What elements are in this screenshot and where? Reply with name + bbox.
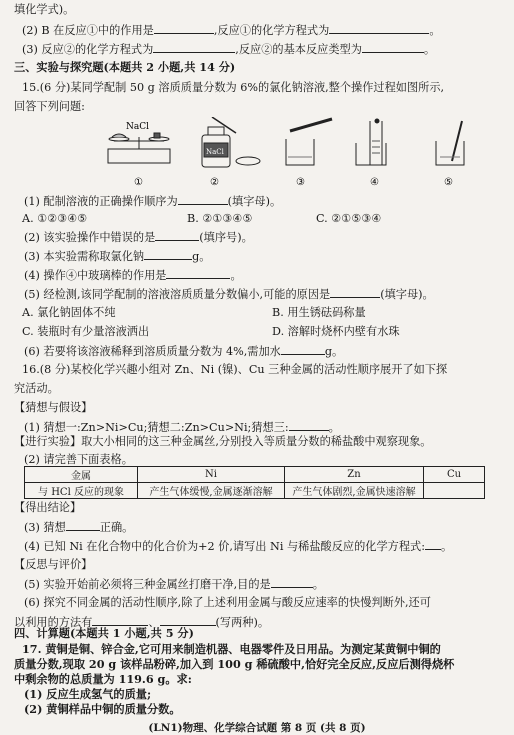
q15-part-6: (6) 若要将该溶液稀释到溶质质量分数为 4%,需加水 g。 — [24, 345, 344, 358]
answer-blank — [362, 41, 424, 53]
q15-part-3: (3) 本实验需称取氯化钠 g。 — [24, 250, 211, 263]
q15-5-option-a: A. 氯化钠固体不纯 — [22, 306, 116, 319]
stirring-beaker-drawing — [436, 121, 464, 165]
q16-stem-2: 究活动。 — [14, 382, 59, 395]
q15-5-option-b: B. 用生锈砝码称量 — [272, 306, 366, 319]
q15-stem-2: 回答下列问题: — [14, 100, 85, 113]
reflection-heading: 【反思与评价】 — [14, 558, 93, 571]
step-label: ③ — [296, 177, 305, 188]
answer-blank — [153, 41, 235, 53]
answer-blank — [329, 22, 429, 34]
step-label: ② — [210, 177, 219, 188]
q15-option-c: C. ②①⑤③④ — [316, 212, 382, 225]
balance-scale-drawing — [108, 133, 170, 163]
q15-part-4: (4) 操作④中玻璃棒的作用是 。 — [24, 269, 242, 282]
results-table — [24, 466, 485, 499]
table-header-cell: 金属 — [25, 467, 138, 483]
q16-part-4: (4) 已知 Ni 在化合物中的化合价为+2 价,请写出 Ni 与稀盐酸反应的化学方程式: 。 — [24, 540, 453, 553]
step-label: ① — [134, 177, 143, 188]
answer-blank — [66, 519, 100, 531]
step-label: ⑤ — [444, 177, 453, 188]
q14-line-1: 填化学式)。 — [14, 3, 75, 16]
answer-blank — [425, 538, 441, 550]
pouring-cylinder-drawing — [286, 119, 332, 165]
nacl-label: NaCl — [126, 122, 150, 132]
table-header-cell: Zn — [285, 467, 424, 483]
q16-part-5: (5) 实验开始前必须将三种金属丝打磨干净,目的是 。 — [24, 578, 324, 591]
answer-blank — [160, 614, 216, 626]
q14-part-2: (2) B 在反应①中的作用是 ,反应①的化学方程式为 。 — [22, 24, 441, 37]
table-cell: 产生气体缓慢,金属逐渐溶解 — [138, 483, 285, 499]
q17-stem-1: 17. 黄铜是铜、锌合金,它可用来制造机器、电器零件及日用品。为测定某黄铜中铜的 — [22, 642, 441, 656]
q15-option-a: A. ①②③④⑤ — [22, 212, 88, 225]
q16-stem-1: 16.(8 分)某校化学兴趣小组对 Zn、Ni (镍)、Cu 三种金属的活动性顺序展开了如下探 — [22, 363, 448, 376]
q16-part-2: (2) 请完善下面表格。 — [24, 453, 133, 466]
table-header-cell: Cu — [424, 467, 485, 483]
q14-part-3: (3) 反应②的化学方程式为 ,反应②的基本反应类型为 。 — [22, 43, 436, 56]
section-4-heading: 四、计算题(本题共 1 小题,共 5 分) — [14, 626, 194, 640]
table-header-cell: Ni — [138, 467, 285, 483]
q15-option-b: B. ②①③④⑤ — [187, 212, 253, 225]
section-3-heading: 三、实验与探究题(本题共 2 小题,共 14 分) — [14, 60, 236, 74]
answer-blank — [166, 267, 230, 279]
measuring-cylinder-drawing — [356, 119, 386, 165]
step-label: ④ — [370, 177, 379, 188]
q15-part-5: (5) 经检测,该同学配制的溶液溶质质量分数偏小,可能的原因是 (填字母)。 — [24, 288, 434, 301]
q16-part-1: (1) 猜想一:Zn>Ni>Cu;猜想二:Zn>Cu>Ni;猜想三: 。 — [24, 421, 340, 434]
q16-part-6-line-2: 以利用的方法有 、 (写两种)。 — [14, 616, 270, 629]
q15-part-2: (2) 该实验操作中错误的是 (填序号)。 — [24, 231, 253, 244]
q15-5-option-c: C. 装瓶时有少量溶液洒出 — [22, 325, 150, 338]
table-cell: 产生气体剧烈,金属快速溶解 — [285, 483, 424, 499]
answer-blank — [155, 229, 199, 241]
q16-part-6-line-1: (6) 探究不同金属的活动性顺序,除了上述利用金属与酸反应速率的快慢判断外,还可 — [24, 596, 431, 609]
answer-blank — [281, 343, 325, 355]
q17-part-2: (2) 黄铜样品中铜的质量分数。 — [24, 702, 181, 716]
hypothesis-heading: 【猜想与假设】 — [14, 401, 93, 414]
conclusion-heading: 【得出结论】 — [14, 501, 82, 514]
experiment-figure — [100, 117, 480, 189]
bottle-label: NaCl — [206, 148, 224, 156]
q16-part-3: (3) 猜想 正确。 — [24, 521, 134, 534]
answer-blank — [330, 286, 380, 298]
q15-part-1: (1) 配制溶液的正确操作顺序为 (填字母)。 — [24, 195, 282, 208]
q15-stem-1: 15.(6 分)某同学配制 50 g 溶质质量分数为 6%的氯化钠溶液,整个操作过程如图所示, — [22, 81, 445, 94]
answer-blank — [92, 614, 148, 626]
table-cell — [424, 483, 485, 499]
page-footer: (LN1)物理、化学综合试题 第 8 页 (共 8 页) — [148, 722, 366, 734]
table-header-row — [25, 467, 485, 483]
q17-stem-3: 中剩余物的总质量为 119.6 g。求: — [14, 672, 192, 686]
reagent-bottle-drawing — [202, 117, 260, 167]
table-row-label: 与 HCl 反应的现象 — [25, 483, 138, 499]
table-row — [25, 483, 485, 499]
answer-blank — [144, 248, 192, 260]
answer-blank — [271, 576, 313, 588]
answer-blank — [289, 419, 329, 431]
answer-blank — [154, 22, 214, 34]
q17-part-1: (1) 反应生成氢气的质量; — [24, 687, 152, 701]
q15-5-option-d: D. 溶解时烧杯内壁有水珠 — [272, 325, 400, 338]
q17-stem-2: 质量分数,现取 20 g 该样品粉碎,加入到 100 g 稀硫酸中,恰好完全反应,反应后测得烧杯 — [14, 657, 455, 671]
experiment-heading: 【进行实验】取大小相同的这三种金属丝,分别投入等质量分数的稀盐酸中观察现象。 — [14, 435, 432, 448]
answer-blank — [178, 193, 228, 205]
